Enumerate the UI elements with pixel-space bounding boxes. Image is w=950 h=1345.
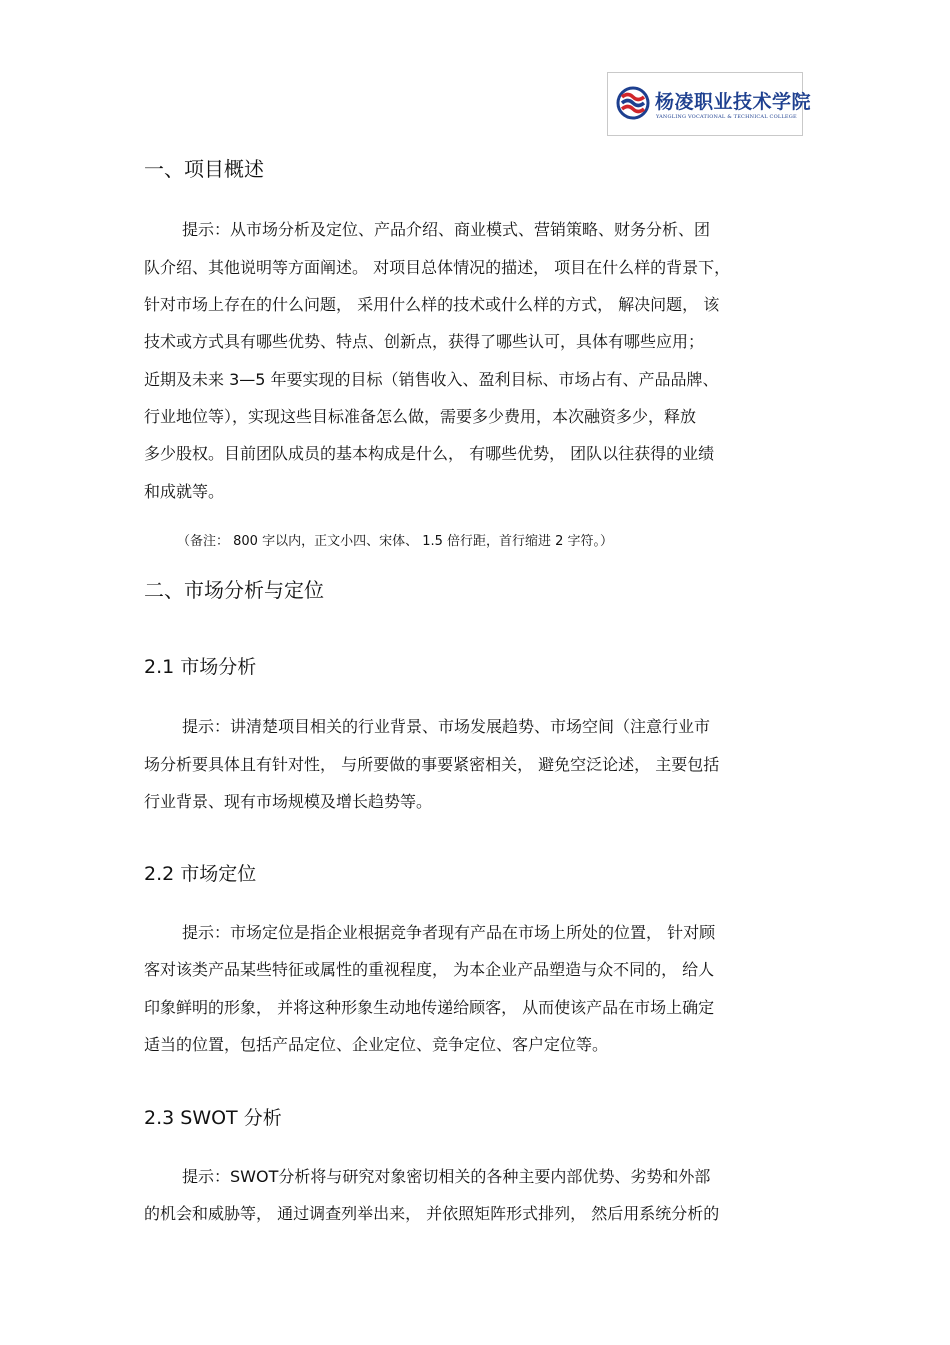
paragraph-line: 提示：市场定位是指企业根据竞争者现有产品在市场上所处的位置， 针对顾 <box>182 923 716 942</box>
paragraph-line: 提示：从市场分析及定位、产品介绍、商业模式、营销策略、财务分析、团 <box>182 220 711 239</box>
subsection-2-2-heading: 2.2 市场定位 <box>144 863 257 885</box>
paragraph-line: 和成就等。 <box>144 482 225 501</box>
college-logo <box>607 72 812 136</box>
college-emblem-icon <box>616 83 650 123</box>
section-1-heading: 一、项目概述 <box>144 157 264 181</box>
paragraph-line: 提示：讲清楚项目相关的行业背景、市场发展趋势、市场空间（注意行业市 <box>182 717 711 736</box>
paragraph-line: 针对市场上存在的什么问题， 采用什么样的技术或什么样的方式， 解决问题， 该 <box>144 295 720 314</box>
section-2-heading: 二、市场分析与定位 <box>144 578 324 602</box>
paragraph-line: 场分析要具体且有针对性， 与所要做的事要紧密相关， 避免空泛论述， 主要包括 <box>144 755 720 774</box>
format-note: （备注： 800 字以内，正文小四、宋体、 1.5 倍行距，首行缩进 2 字符。） <box>177 534 614 549</box>
paragraph-line: 提示：SWOT分析将与研究对象密切相关的各种主要内部优势、劣势和外部 <box>182 1167 711 1186</box>
paragraph-line: 近期及未来 3—5 年要实现的目标（销售收入、盈利目标、市场占有、产品品牌、 <box>144 370 719 389</box>
paragraph-line: 技术或方式具有哪些优势、特点、创新点，获得了哪些认可，具体有哪些应用； <box>144 332 705 351</box>
paragraph-line: 行业背景、现有市场规模及增长趋势等。 <box>144 792 433 811</box>
paragraph-line: 队介绍、其他说明等方面阐述。 对项目总体情况的描述， 项目在什么样的背景下， <box>144 258 731 277</box>
paragraph-line: 行业地位等），实现这些目标准备怎么做，需要多少费用，本次融资多少，释放 <box>144 407 697 426</box>
paragraph-line: 客对该类产品某些特征或属性的重视程度， 为本企业产品塑造与众不同的， 给人 <box>144 960 715 979</box>
subsection-2-1-heading: 2.1 市场分析 <box>144 656 257 678</box>
paragraph-line: 印象鲜明的形象， 并将这种形象生动地传递给顾客， 从而使该产品在市场上确定 <box>144 998 715 1017</box>
paragraph-line: 多少股权。目前团队成员的基本构成是什么， 有哪些优势， 团队以往获得的业绩 <box>144 444 715 463</box>
paragraph-line: 适当的位置，包括产品定位、企业定位、竞争定位、客户定位等。 <box>144 1035 609 1054</box>
college-name: 杨凌职业技术学院 <box>655 91 812 113</box>
subsection-2-3-heading: 2.3 SWOT 分析 <box>144 1107 282 1129</box>
college-english-name: YANGLING VOCATIONAL & TECHNICAL COLLEGE <box>656 114 797 120</box>
paragraph-line: 的机会和威胁等， 通过调查列举出来， 并依照矩阵形式排列， 然后用系统分析的 <box>144 1204 720 1223</box>
